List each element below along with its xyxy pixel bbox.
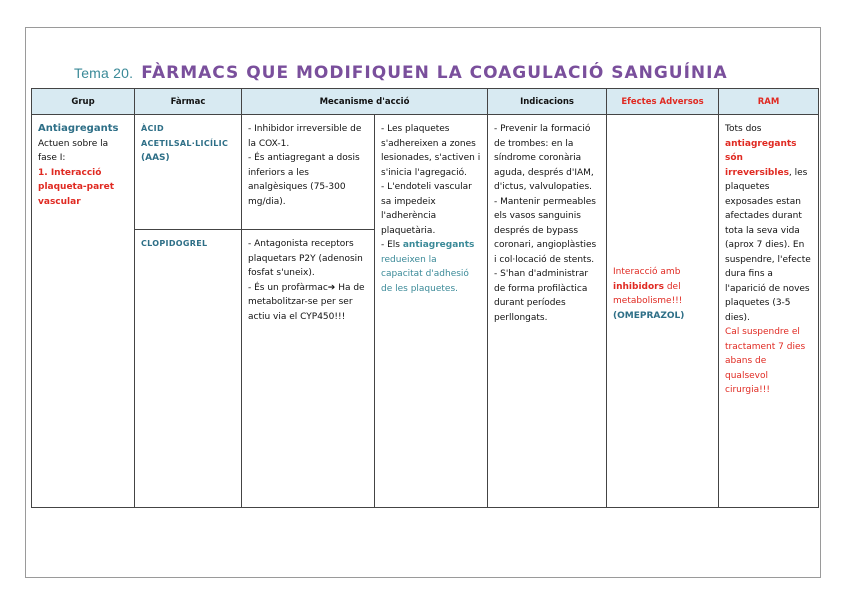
cell-farmac-aas	[135, 115, 242, 230]
farmac-acid-line2: ACETILSAL·LICÍLIC	[141, 138, 229, 148]
cell-ram	[719, 115, 819, 508]
efectes-post: del metabolisme!!!	[613, 281, 683, 306]
farmac-acid-line1: ÀCID	[141, 124, 164, 133]
efectes-text	[613, 265, 712, 309]
mecanisme-aas-1: - Inhibidor irreversible de la COX-1.	[248, 124, 362, 149]
grup-phase: 1. Interacció plaqueta-paret vascular	[38, 167, 115, 207]
mecanisme-clopidogrel-1: - Antagonista receptors plaquetars P2Y (adenosin fosfat s'uneix).	[248, 239, 363, 278]
grup-desc: Actuen sobre la fase I:	[38, 138, 109, 163]
header-grup: Grup	[32, 89, 135, 115]
cell-efectes	[607, 115, 719, 508]
row-aas	[32, 115, 819, 230]
cell-grup	[32, 115, 135, 508]
header-farmac: Fàrmac	[135, 89, 242, 115]
efectes-drug: (OMEPRAZOL)	[613, 310, 685, 321]
mecanisme-general-3-post: redueixen la capacitat d'adhesió de les plaquetes.	[381, 254, 469, 294]
mecanisme-aas-2: - És antiagregant a dosis inferiors a les analgèsiques (75-300 mg/dia).	[248, 153, 360, 207]
grup-name: Antiagregants	[38, 123, 119, 134]
cell-mecanisme-clopidogrel	[242, 230, 375, 508]
cell-mecanisme-aas	[242, 115, 375, 230]
ram-2-strong: antiagregants són irreversibles	[725, 138, 797, 178]
ram-4: Cal suspendre el tractament 7 dies abans de qualsevol cirurgia!!!	[725, 327, 806, 395]
cell-farmac-clopidogrel	[135, 230, 242, 508]
efectes-strong: inhibidors	[613, 281, 664, 292]
title-prefix: Tema 20.	[74, 65, 134, 81]
mecanisme-general-2: - L'endoteli vascular sa impedeix l'adherència plaquetària.	[381, 182, 472, 236]
header-row	[32, 89, 819, 115]
mecanisme-general-3-pre: - Els	[381, 240, 403, 250]
indicacio-1: - Prevenir la formació de trombes: en la síndrome coronària aguda, després d'IAM, d'ictus, valvulopaties.	[494, 124, 594, 192]
efectes-pre: Interacció amb	[613, 267, 681, 277]
cell-mecanisme-general	[375, 115, 488, 508]
header-indicacions: Indicacions	[488, 89, 607, 115]
indicacio-3: - S'han d'administrar de forma profilàctica durant períodes perllongats.	[494, 269, 589, 323]
mecanisme-general-3	[381, 238, 481, 296]
header-mecanisme: Mecanisme d'acció	[242, 89, 488, 115]
mecanisme-clopidogrel-2: - És un profàrmac➔ Ha de metabolitzar-se per ser actiu via el CYP450!!!	[248, 282, 365, 322]
ram-3: , les plaquetes exposades estan afectades durant tota la seva vida (aprox 7 dies). En suspendre, l'efecte dura fins a l'aparició de noves plaquetes (3-5 dies).	[725, 167, 811, 323]
farmac-acid-abbr: (AAS)	[141, 153, 170, 163]
page-title	[74, 62, 728, 84]
indicacio-2: - Mantenir permeables els vasos sanguinis després de bypass coronari, angioplàsties i col·locació de stents.	[494, 196, 597, 265]
pharmacology-table	[31, 88, 819, 508]
mecanisme-general-3-strong: antiagregants	[402, 240, 475, 250]
cell-indicacions	[488, 115, 607, 508]
mecanisme-general-1: - Les plaquetes s'adhereixen a zones lesionades, s'activen i s'inicia l'agregació.	[381, 124, 481, 178]
header-efectes: Efectes Adversos	[607, 89, 719, 115]
ram-1: Tots dos	[725, 124, 762, 134]
farmac-clopidogrel: CLOPIDOGREL	[141, 239, 208, 248]
ram-2	[725, 137, 812, 326]
header-ram: RAM	[719, 89, 819, 115]
title-main: FÀRMACS QUE MODIFIQUEN LA COAGULACIÓ SANGUÍNIA	[141, 63, 728, 83]
